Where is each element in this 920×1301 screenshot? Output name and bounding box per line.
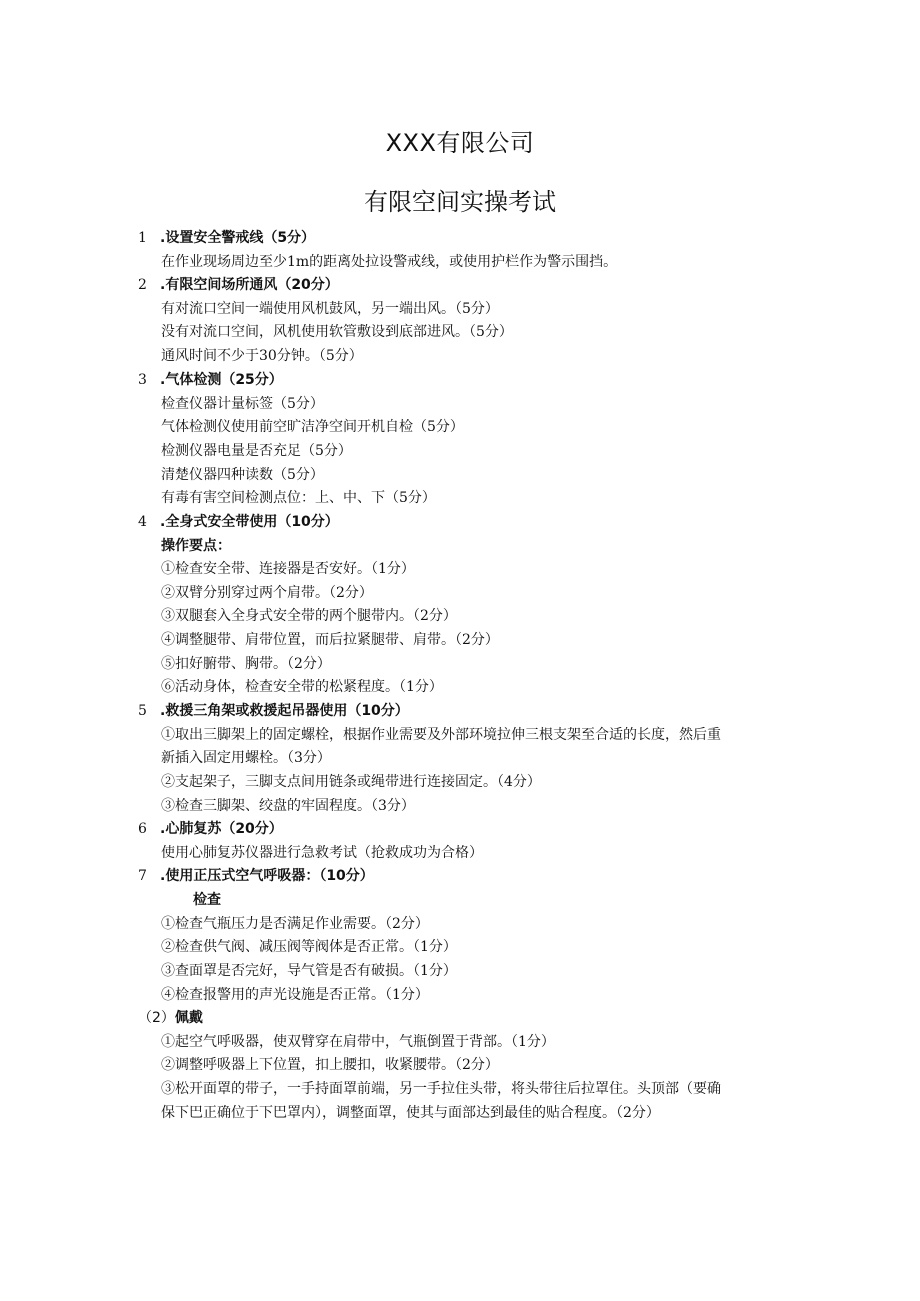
section-line: ②检查供气阀、减压阀等阀体是否正常。（1分） [161,939,457,955]
section-line: 有对流口空间一端使用风机鼓风，另一端出风。（5分） [161,301,499,317]
section-line: ①检查安全带、连接器是否安好。（1分） [161,561,415,577]
section-line: 保下巴正确位于下巴罩内），调整面罩，使其与面部达到最佳的贴合程度。（2分） [161,1105,660,1121]
exam-title: 有限空间实操考试 [364,188,556,216]
section-line: ③双腿套入全身式安全带的两个腿带内。（2分） [161,608,457,624]
section-line: ④调整腿带、肩带位置，而后拉紧腿带、肩带。（2分） [161,632,499,648]
section-line: ⑤扣好腑带、胸带。（2分） [161,656,331,672]
section-line: 新插入固定用螺栓。（3分） [161,750,331,766]
section-line: 有毒有害空间检测点位：上、中、下（5分） [161,490,436,506]
section-heading: 6 .心肺复苏（20分） [138,821,283,837]
section-line: 清楚仪器四种读数（5分） [161,467,324,483]
section-line: 在作业现场周边至少1m的距离处拉设警戒线，或使用护栏作为警示围挡。 [161,254,618,270]
section-line: ③查面罩是否完好，导气管是否有破损。（1分） [161,963,457,979]
section-line: 通风时间不少于30分钟。（5分） [161,348,363,364]
section-heading: 3 .气体检测（25分） [138,372,283,388]
section-heading: 4 .全身式安全带使用（10分） [138,514,339,530]
section-line: ③松开面罩的带子，一手持面罩前端，另一手拉住头带，将头带往后拉罩住。头顶部（要确 [161,1081,721,1097]
section-heading: 1 .设置安全警戒线（5分） [138,230,316,246]
section-line: ②调整呼吸器上下位置，扣上腰扣，收紧腰带。（2分） [161,1057,499,1073]
section-heading: 2 .有限空间场所通风（20分） [138,277,339,293]
section-line: ④检查报警用的声光设施是否正常。（1分） [161,987,429,1003]
section-line: ①起空气呼吸器，使双臂穿在肩带中，气瓶倒置于背部。（1分） [161,1034,555,1050]
section-line: 检测仪器电量是否充足（5分） [161,443,352,459]
section-line: ②支起架子，三脚支点间用链条或绳带进行连接固定。（4分） [161,774,541,790]
section-line: ②双臂分别穿过两个肩带。（2分） [161,585,373,601]
section-line: 使用心肺复苏仪器进行急救考试（抢救成功为合格） [161,845,483,861]
check-subheading: 检查 [193,892,221,908]
section-line: 检查仪器计量标签（5分） [161,396,324,412]
section-line: ⑥活动身体，检查安全带的松紧程度。（1分） [161,679,443,695]
section-heading: 7 .使用正压式空气呼吸器：（10分） [138,868,374,884]
section-line: ③检查三脚架、绞盘的牢固程度。（3分） [161,798,415,814]
section-line: ①检查气瓶压力是否满足作业需要。（2分） [161,916,429,932]
section-heading: 5 .救援三角架或救援起吊器使用（10分） [138,703,409,719]
section-line: ①取出三脚架上的固定螺栓，根据作业需要及外部环境拉伸三根支架至合适的长度，然后重 [161,727,721,743]
wear-subheading: （2）佩戴 [138,1010,203,1026]
section-line: 没有对流口空间，风机使用软管敷设到底部进风。（5分） [161,324,513,340]
section-line: 气体检测仪使用前空旷洁净空间开机自检（5分） [161,419,464,435]
company-title: XXX有限公司 [385,129,535,157]
section-subheading: 操作要点： [161,538,231,554]
